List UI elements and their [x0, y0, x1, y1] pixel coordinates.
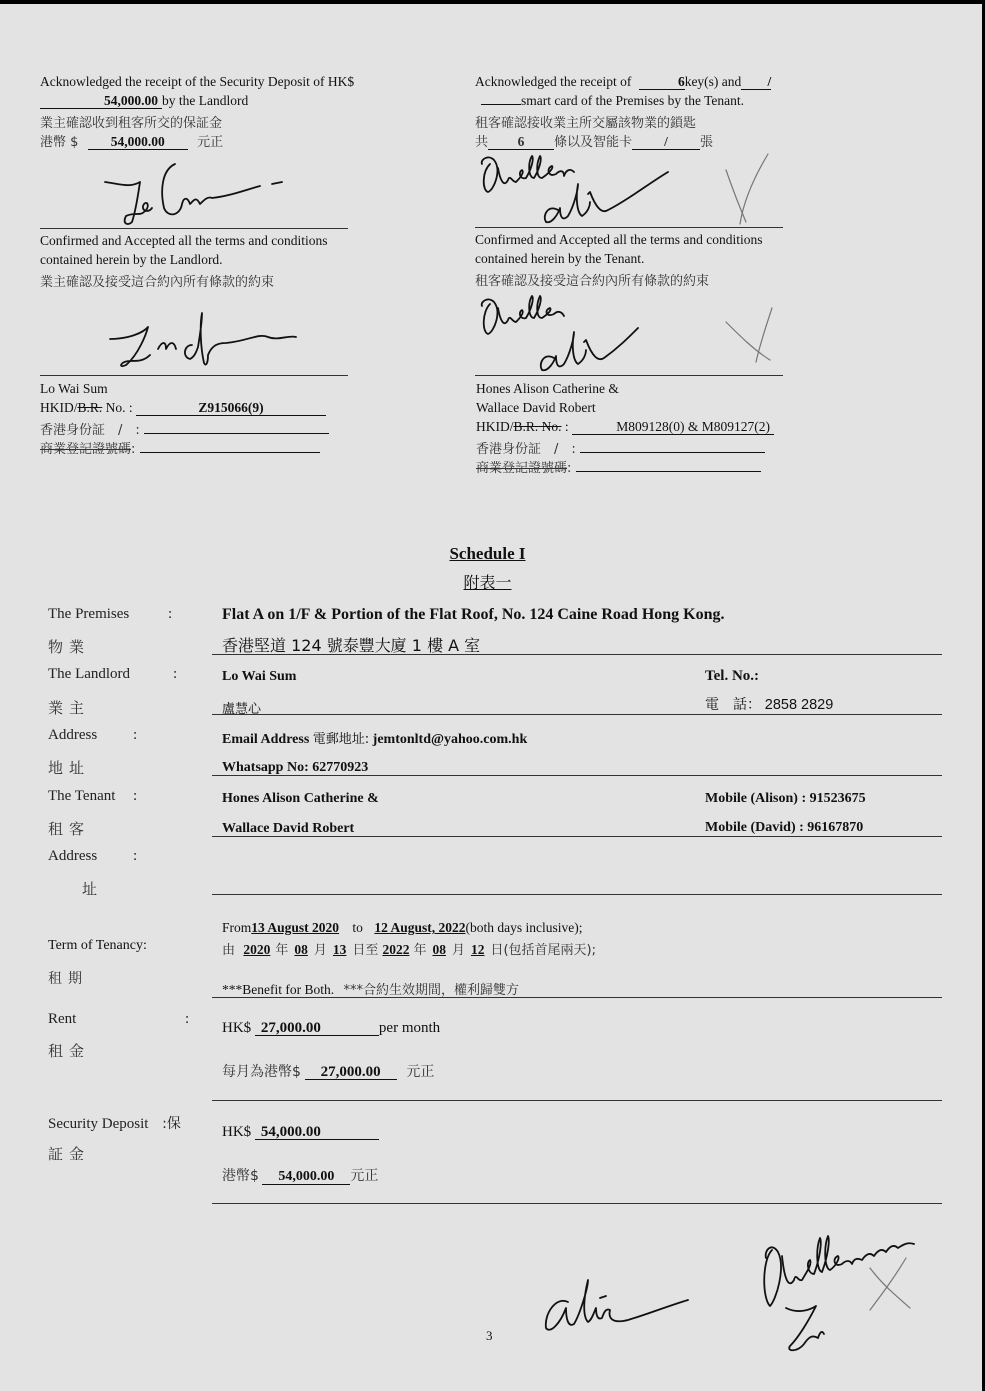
landlord-address-label-cjk: 地址 — [48, 759, 91, 777]
landlord-name-cjk: 盧慧心 — [222, 702, 262, 717]
tenant-cjk-br-blank — [576, 471, 761, 472]
rent-cjk-row — [222, 1061, 434, 1081]
tenant-label-cjk: 租客 — [48, 820, 91, 838]
term-cjk-to-day: 12 — [470, 942, 485, 957]
landlord-address-colon: : — [133, 727, 138, 743]
deposit-colon-cjk: :保 — [162, 1116, 181, 1132]
term-cjk-from-year: 2020 — [243, 942, 271, 957]
tenant-address-rule — [212, 894, 942, 895]
term-benefit-row — [222, 979, 519, 998]
rent-label-cjk: 租金 — [48, 1042, 91, 1060]
scan-top-border — [0, 0, 985, 4]
deposit-label-cjk: 証金 — [48, 1145, 91, 1163]
schedule-title: Schedule I — [449, 544, 526, 563]
term-label-row — [48, 938, 147, 954]
term-cjk-from: 由 — [222, 943, 236, 958]
landlord-ack-cjk-amount-line — [40, 131, 223, 150]
br-label-struck: B.R. No. — [513, 419, 562, 434]
tenant-ack-line2 — [481, 93, 744, 109]
landlord-ack-cjk-amount: 54,000.00 — [88, 135, 188, 150]
landlord-colon: : — [173, 666, 178, 682]
term-cjk-year-1: 年 — [275, 943, 289, 958]
term-colon: : — [142, 938, 147, 953]
tenant-confirm-line2: contained herein by the Tenant. — [475, 251, 645, 266]
hkid-no-label: No. : — [105, 400, 133, 415]
landlord-ack-cjk-suffix: 元正 — [197, 135, 224, 150]
rent-prefix: HK$ — [222, 1020, 252, 1036]
tenant-name-1-value: Hones Alison Catherine & — [222, 791, 379, 806]
tenant-ack-prefix: Acknowledged the receipt of — [475, 74, 632, 89]
tenant-ack-cjk-cards: / — [632, 135, 700, 150]
tenant-mobile-2: Mobile (David) : 96167870 — [705, 820, 864, 835]
landlord-ack-suffix: by the Landlord — [162, 93, 249, 108]
term-cjk-to-year: 2022 — [382, 942, 410, 957]
tenant-signature-line-1 — [475, 227, 783, 228]
tenant-ack-cjk-count-line — [475, 131, 713, 150]
tenant-ack-line2-blank — [481, 104, 521, 105]
tenant-address-colon: : — [133, 848, 138, 864]
tenant-ack-cjk-suffix: 張 — [700, 135, 714, 150]
cjk-id-label: 香港身份証 / : — [40, 423, 140, 438]
landlord-signature-2 — [108, 305, 318, 375]
landlord-ack-line2 — [40, 93, 248, 109]
tenant-ack-line2-text: smart card of the Premises by the Tenant. — [521, 93, 744, 108]
premises-label: The Premises — [48, 606, 130, 622]
rent-rule — [212, 1100, 942, 1101]
tenant-confirm-line1: Confirmed and Accepted all the terms and conditions — [475, 232, 763, 247]
term-cjk-inclusive: 日(包括首尾兩天); — [490, 943, 596, 958]
term-benefit-cjk: ***合約生效期間，權利歸雙方 — [343, 983, 519, 998]
landlord-tel-value: 2858 2829 — [764, 697, 834, 713]
tenant-mobile-1: Mobile (Alison) : 91523675 — [705, 791, 866, 806]
tenant-address-label-cjk: 址 — [82, 880, 104, 898]
term-cjk-month-2: 月 — [451, 943, 465, 958]
deposit-rule — [212, 1203, 942, 1204]
term-cjk-month-1: 月 — [313, 943, 327, 958]
tenant-signature-2 — [478, 292, 778, 374]
tenant-address-label: Address — [48, 848, 98, 864]
term-rule — [212, 997, 942, 998]
br-label-struck: B.R. — [77, 400, 103, 415]
landlord-ack-cjk-prefix: 港幣 $ — [40, 135, 79, 150]
footer-tenant-initial-wallace — [758, 1228, 938, 1358]
landlord-whatsapp: Whatsapp No: 62770923 — [222, 760, 369, 775]
tenant-cjk-id-row — [476, 438, 765, 457]
deposit-cjk-row — [222, 1165, 378, 1185]
deposit-cjk-suffix: 元正 — [350, 1168, 379, 1184]
landlord-tel-row — [705, 694, 833, 714]
landlord-rule — [212, 714, 942, 715]
tenant-name-1: Hones Alison Catherine & — [476, 381, 619, 396]
landlord-cjk-br-blank — [140, 452, 320, 453]
term-cjk-to-month: 08 — [432, 942, 446, 957]
term-english-row — [222, 920, 582, 936]
cjk-br-label-struck: 商業登記證號碼 — [476, 461, 568, 476]
cjk-id-label: 香港身份証 / : — [476, 442, 576, 457]
landlord-signature-1 — [100, 160, 300, 230]
tenant-signature-1 — [478, 150, 778, 228]
term-from-label: From — [222, 920, 252, 935]
deposit-english-row — [222, 1124, 379, 1141]
term-cjk-from-day: 13 — [332, 942, 347, 957]
tenant-ack-keys: 6 — [639, 75, 685, 90]
tenant-ack-cards: / — [741, 75, 771, 90]
term-from-date: 13 August 2020 — [251, 920, 340, 935]
tenant-hkid-value: M809128(0) & M809127(2) — [572, 420, 774, 435]
rent-cjk-suffix: 元正 — [406, 1064, 435, 1080]
landlord-tel-label: Tel. No.: — [705, 668, 760, 684]
tenant-ack-line1 — [475, 74, 771, 90]
landlord-ack-cjk: 業主確認收到租客所交的保証金 — [40, 116, 223, 131]
term-to-date: 12 August, 2022 — [374, 920, 466, 935]
rent-cjk-amount: 27,000.00 — [305, 1065, 397, 1080]
landlord-name: Lo Wai Sum — [40, 381, 108, 396]
term-cjk-from-month: 08 — [294, 942, 308, 957]
landlord-cjk-br-row — [40, 438, 320, 457]
email-label: Email Address — [222, 732, 310, 747]
term-cjk-row — [222, 939, 596, 958]
deposit-label-row — [48, 1113, 181, 1133]
tenant-rule — [212, 836, 942, 837]
hkid-label: HKID/ — [476, 419, 514, 434]
tenant-name-2-value: Wallace David Robert — [222, 821, 355, 836]
term-cjk-day-to: 日至 — [352, 943, 379, 958]
tenant-ack-cjk-prefix: 共 — [475, 135, 489, 150]
rent-colon: : — [185, 1011, 190, 1027]
tenant-hkid-row — [476, 419, 774, 435]
term-to-label: to — [352, 920, 363, 935]
term-benefit: ***Benefit for Both. — [222, 982, 335, 997]
landlord-label-cjk: 業主 — [48, 699, 91, 717]
hkid-label: HKID/ — [40, 400, 78, 415]
landlord-ack-line1: Acknowledged the receipt of the Security Deposit of HK$ — [40, 74, 355, 89]
landlord-address-label: Address — [48, 727, 98, 743]
schedule-title-cjk: 附表一 — [463, 573, 512, 592]
tenant-ack-cjk-keys: 6 — [488, 135, 554, 150]
landlord-hkid-value: Z915066(9) — [136, 401, 326, 416]
tenant-colon: : — [133, 788, 138, 804]
term-label-cjk: 租期 — [48, 971, 88, 987]
landlord-address-rule — [212, 775, 942, 776]
tenant-label: The Tenant — [48, 788, 116, 804]
tenant-confirm-cjk: 租客確認及接受這合約內所有條款的約束 — [475, 274, 710, 289]
page-number: 3 — [486, 1328, 493, 1343]
tenant-name-2: Wallace David Robert — [476, 400, 596, 415]
footer-tenant-initial-alic — [538, 1262, 688, 1342]
tenant-ack-cjk-mid: 條以及智能卡 — [554, 135, 633, 150]
landlord-cjk-id-blank — [144, 433, 329, 434]
tenant-ack-cjk: 租客確認接收業主所交屬該物業的鎖匙 — [475, 116, 697, 131]
landlord-email-value: jemtonltd@yahoo.com.hk — [372, 732, 528, 747]
cjk-br-colon: : — [131, 442, 136, 457]
landlord-confirm-cjk: 業主確認及接受這合約內所有條款的約束 — [40, 275, 275, 290]
term-cjk-year-2: 年 — [413, 943, 427, 958]
landlord-name-value: Lo Wai Sum — [222, 669, 297, 684]
premises-rule — [212, 654, 942, 655]
premises-label-cjk: 物業 — [48, 638, 91, 656]
rent-suffix: per month — [378, 1020, 441, 1036]
cjk-br-label-struck: 商業登記證號碼 — [40, 442, 132, 457]
tenant-signature-line-2 — [475, 375, 783, 376]
premises-value: Flat A on 1/F & Portion of the Flat Roof, No. 124 Caine Road Hong Kong. — [222, 606, 725, 623]
term-label: Term of Tenancy — [48, 938, 143, 953]
rent-label: Rent — [48, 1011, 77, 1027]
landlord-hkid-row — [40, 400, 326, 416]
rent-cjk-prefix: 每月為港幣$ — [222, 1064, 301, 1080]
deposit-cjk-prefix: 港幣$ — [222, 1168, 259, 1184]
rent-english-row — [222, 1020, 440, 1037]
landlord-signature-line-2 — [40, 375, 348, 376]
rent-amount: 27,000.00 — [255, 1021, 379, 1036]
landlord-ack-amount: 54,000.00 — [40, 94, 162, 109]
landlord-cjk-id-row — [40, 419, 329, 438]
premises-colon: : — [168, 606, 173, 622]
deposit-amount: 54,000.00 — [255, 1125, 379, 1140]
landlord-label: The Landlord — [48, 666, 131, 682]
landlord-confirm-line2: contained herein by the Landlord. — [40, 252, 223, 267]
landlord-tel-label-cjk: 電 話： — [705, 697, 761, 713]
deposit-label: Security Deposit — [48, 1116, 149, 1132]
landlord-signature-line-1 — [40, 228, 348, 229]
hkid-colon: : — [561, 419, 569, 434]
landlord-email-row — [222, 728, 527, 748]
landlord-confirm-line1: Confirmed and Accepted all the terms and conditions — [40, 233, 328, 248]
cjk-br-colon: : — [567, 461, 572, 476]
deposit-cjk-amount: 54,000.00 — [262, 1170, 350, 1185]
term-inclusive: (both days inclusive); — [465, 920, 583, 935]
tenant-cjk-br-row — [476, 457, 761, 476]
deposit-prefix: HK$ — [222, 1124, 252, 1140]
email-label-cjk: 電郵地址: — [312, 732, 370, 747]
tenant-cjk-id-blank — [580, 452, 765, 453]
premises-value-cjk: 香港堅道 124 號泰豐大廈 1 樓 A 室 — [222, 636, 481, 655]
tenant-ack-mid: key(s) and — [684, 74, 742, 89]
